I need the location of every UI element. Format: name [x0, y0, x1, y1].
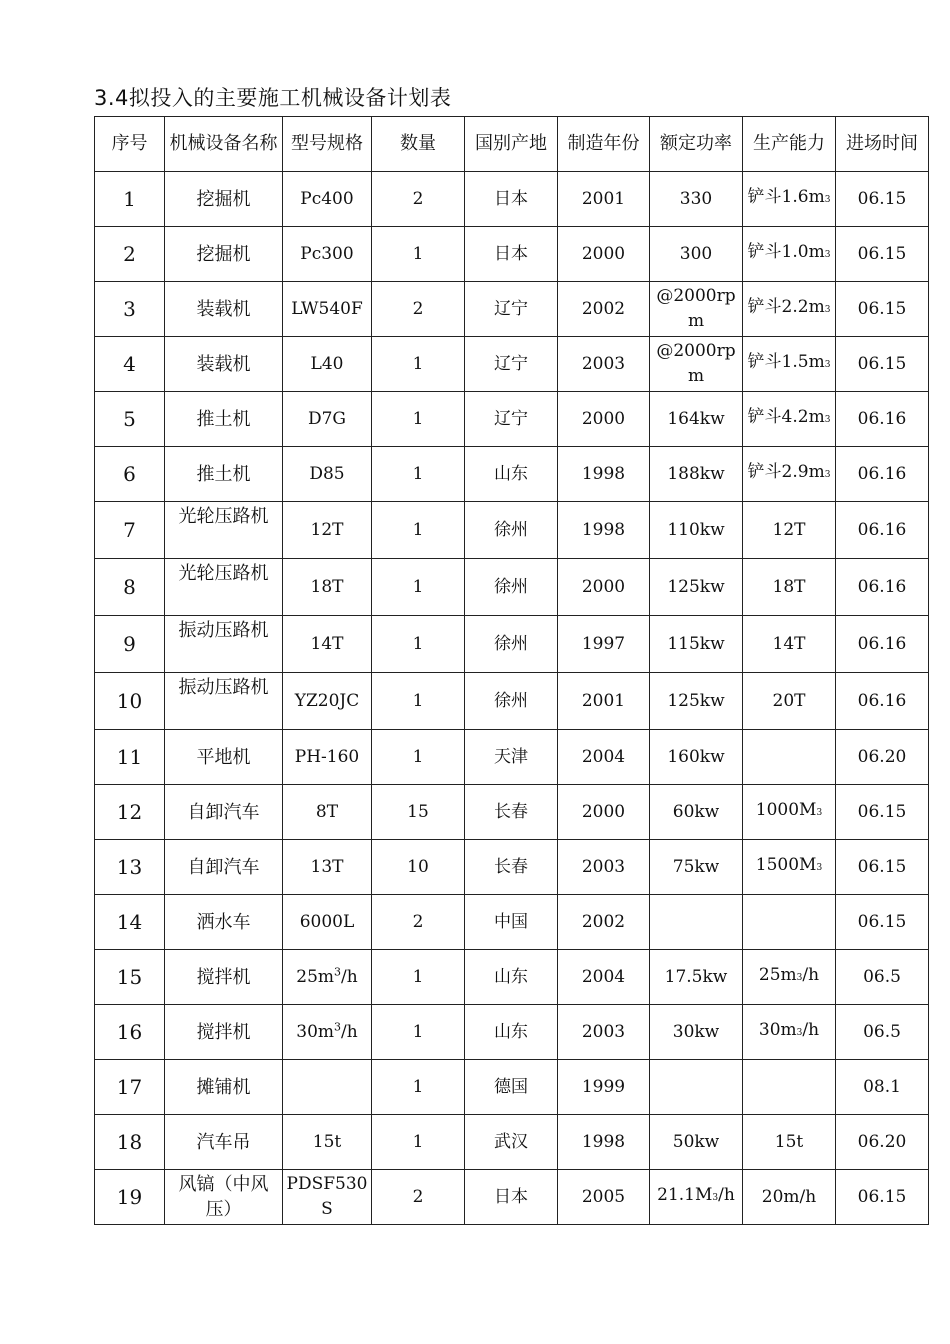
- entry-date-cell: 06.5: [836, 1005, 929, 1060]
- year-cell: 2003: [558, 337, 650, 392]
- header-cell: 制造年份: [558, 117, 650, 172]
- table-row: [95, 1115, 929, 1170]
- entry-date-cell: 06.16: [836, 673, 929, 730]
- year-cell: 2000: [558, 785, 650, 840]
- power-cell: 21.1M3/h: [650, 1170, 743, 1225]
- model-cell: 12T: [283, 502, 372, 559]
- power-cell: 60kw: [650, 785, 743, 840]
- model-cell: 14T: [283, 616, 372, 673]
- table-row: [95, 673, 929, 730]
- table-row: [95, 1005, 929, 1060]
- capacity-cell: 30m3/h: [743, 1005, 836, 1060]
- model-cell: $25m^3/h$: [283, 950, 372, 1005]
- year-cell: 2002: [558, 895, 650, 950]
- entry-date-cell: 06.15: [836, 895, 929, 950]
- equipment-name-cell: 推土机: [165, 447, 283, 502]
- capacity-cell: 20m/h: [743, 1170, 836, 1225]
- model-cell: 18T: [283, 559, 372, 616]
- model-cell: D7G: [283, 392, 372, 447]
- model-cell: [283, 1060, 372, 1115]
- year-cell: 1998: [558, 1115, 650, 1170]
- entry-date-cell: 06.5: [836, 950, 929, 1005]
- row-number-cell: 18: [95, 1115, 165, 1170]
- quantity-cell: 1: [372, 337, 465, 392]
- power-cell: [650, 1060, 743, 1115]
- capacity-cell: [743, 730, 836, 785]
- year-cell: 2002: [558, 282, 650, 337]
- equipment-name-cell: 挖掘机: [165, 227, 283, 282]
- table-row: [95, 282, 929, 337]
- capacity-cell: 1500M3: [743, 840, 836, 895]
- quantity-cell: 1: [372, 559, 465, 616]
- quantity-cell: 1: [372, 950, 465, 1005]
- table-row: [95, 1060, 929, 1115]
- equipment-name-cell: 自卸汽车: [165, 840, 283, 895]
- capacity-cell: 25m3/h: [743, 950, 836, 1005]
- equipment-name-cell: 装载机: [165, 337, 283, 392]
- table-row: [95, 392, 929, 447]
- entry-date-cell: 06.16: [836, 616, 929, 673]
- capacity-cell: 1000M3: [743, 785, 836, 840]
- power-cell: 164kw: [650, 392, 743, 447]
- year-cell: 2004: [558, 730, 650, 785]
- table-row: [95, 616, 929, 673]
- row-number-cell: 19: [95, 1170, 165, 1225]
- entry-date-cell: 06.16: [836, 502, 929, 559]
- table-row: [95, 895, 929, 950]
- power-cell: @2000rpm: [650, 282, 743, 337]
- origin-cell: 徐州: [465, 616, 558, 673]
- equipment-name-cell: 挖掘机: [165, 172, 283, 227]
- capacity-cell: 20T: [743, 673, 836, 730]
- model-cell: LW540F: [283, 282, 372, 337]
- equipment-name-cell: 汽车吊: [165, 1115, 283, 1170]
- origin-cell: 天津: [465, 730, 558, 785]
- capacity-cell: 15t: [743, 1115, 836, 1170]
- year-cell: 2003: [558, 1005, 650, 1060]
- row-number-cell: 2: [95, 227, 165, 282]
- row-number-cell: 16: [95, 1005, 165, 1060]
- model-cell: 6000L: [283, 895, 372, 950]
- origin-cell: 长春: [465, 785, 558, 840]
- quantity-cell: 2: [372, 282, 465, 337]
- origin-cell: 徐州: [465, 673, 558, 730]
- year-cell: 2001: [558, 673, 650, 730]
- table-row: [95, 447, 929, 502]
- capacity-cell: 铲斗2.2m3: [743, 282, 836, 337]
- table-row: [95, 172, 929, 227]
- table-row: [95, 785, 929, 840]
- power-cell: 115kw: [650, 616, 743, 673]
- year-cell: 1999: [558, 1060, 650, 1115]
- model-cell: $30m^3/h$: [283, 1005, 372, 1060]
- year-cell: 2000: [558, 227, 650, 282]
- entry-date-cell: 06.15: [836, 172, 929, 227]
- quantity-cell: 1: [372, 616, 465, 673]
- equipment-name-cell: 平地机: [165, 730, 283, 785]
- row-number-cell: 8: [95, 559, 165, 616]
- capacity-cell: 铲斗1.6m3: [743, 172, 836, 227]
- row-number-cell: 6: [95, 447, 165, 502]
- quantity-cell: 1: [372, 502, 465, 559]
- header-cell: 国别产地: [465, 117, 558, 172]
- model-cell: D85: [283, 447, 372, 502]
- model-cell: L40: [283, 337, 372, 392]
- equipment-name-cell: 洒水车: [165, 895, 283, 950]
- power-cell: [650, 895, 743, 950]
- quantity-cell: 2: [372, 172, 465, 227]
- origin-cell: 武汉: [465, 1115, 558, 1170]
- equipment-name-cell: 推土机: [165, 392, 283, 447]
- header-cell: 序号: [95, 117, 165, 172]
- origin-cell: 山东: [465, 447, 558, 502]
- table-row: [95, 730, 929, 785]
- origin-cell: 山东: [465, 1005, 558, 1060]
- equipment-name-cell: 振动压路机: [165, 673, 283, 730]
- header-row: [95, 117, 929, 172]
- entry-date-cell: 06.20: [836, 730, 929, 785]
- model-cell: 15t: [283, 1115, 372, 1170]
- header-cell: 生产能力: [743, 117, 836, 172]
- model-cell: PH-160: [283, 730, 372, 785]
- origin-cell: 徐州: [465, 559, 558, 616]
- power-cell: 30kw: [650, 1005, 743, 1060]
- origin-cell: 日本: [465, 1170, 558, 1225]
- entry-date-cell: 06.15: [836, 282, 929, 337]
- power-cell: 300: [650, 227, 743, 282]
- header-cell: 机械设备名称: [165, 117, 283, 172]
- quantity-cell: 1: [372, 447, 465, 502]
- equipment-table: [94, 116, 929, 1225]
- entry-date-cell: 06.16: [836, 392, 929, 447]
- origin-cell: 日本: [465, 172, 558, 227]
- model-cell: PDSF530S: [283, 1170, 372, 1225]
- origin-cell: 长春: [465, 840, 558, 895]
- origin-cell: 徐州: [465, 502, 558, 559]
- power-cell: 50kw: [650, 1115, 743, 1170]
- header-cell: 型号规格: [283, 117, 372, 172]
- power-cell: 17.5kw: [650, 950, 743, 1005]
- row-number-cell: 9: [95, 616, 165, 673]
- year-cell: 1998: [558, 447, 650, 502]
- model-cell: Pc300: [283, 227, 372, 282]
- entry-date-cell: 06.16: [836, 559, 929, 616]
- header-cell: 进场时间: [836, 117, 929, 172]
- table-row: [95, 950, 929, 1005]
- capacity-cell: 铲斗4.2m3: [743, 392, 836, 447]
- entry-date-cell: 06.15: [836, 227, 929, 282]
- entry-date-cell: 06.15: [836, 840, 929, 895]
- origin-cell: 山东: [465, 950, 558, 1005]
- equipment-name-cell: 搅拌机: [165, 950, 283, 1005]
- quantity-cell: 1: [372, 392, 465, 447]
- equipment-name-cell: 自卸汽车: [165, 785, 283, 840]
- power-cell: 125kw: [650, 559, 743, 616]
- origin-cell: 德国: [465, 1060, 558, 1115]
- power-cell: 160kw: [650, 730, 743, 785]
- quantity-cell: 1: [372, 673, 465, 730]
- origin-cell: 日本: [465, 227, 558, 282]
- power-cell: 125kw: [650, 673, 743, 730]
- year-cell: 1997: [558, 616, 650, 673]
- row-number-cell: 4: [95, 337, 165, 392]
- capacity-cell: 18T: [743, 559, 836, 616]
- origin-cell: 中国: [465, 895, 558, 950]
- origin-cell: 辽宁: [465, 282, 558, 337]
- row-number-cell: 7: [95, 502, 165, 559]
- entry-date-cell: 06.20: [836, 1115, 929, 1170]
- quantity-cell: 1: [372, 1115, 465, 1170]
- model-cell: 8T: [283, 785, 372, 840]
- table-row: [95, 840, 929, 895]
- year-cell: 2004: [558, 950, 650, 1005]
- row-number-cell: 12: [95, 785, 165, 840]
- quantity-cell: 10: [372, 840, 465, 895]
- table-row: [95, 337, 929, 392]
- table-row: [95, 1170, 929, 1225]
- power-cell: 110kw: [650, 502, 743, 559]
- equipment-name-cell: 风镐（中风压）: [165, 1170, 283, 1225]
- model-cell: Pc400: [283, 172, 372, 227]
- equipment-name-cell: 光轮压路机: [165, 502, 283, 559]
- entry-date-cell: 06.15: [836, 337, 929, 392]
- capacity-cell: [743, 1060, 836, 1115]
- row-number-cell: 14: [95, 895, 165, 950]
- table-row: [95, 227, 929, 282]
- year-cell: 2001: [558, 172, 650, 227]
- entry-date-cell: 08.1: [836, 1060, 929, 1115]
- capacity-cell: 铲斗2.9m3: [743, 447, 836, 502]
- year-cell: 2000: [558, 392, 650, 447]
- equipment-name-cell: 装载机: [165, 282, 283, 337]
- row-number-cell: 17: [95, 1060, 165, 1115]
- capacity-cell: 铲斗1.5m3: [743, 337, 836, 392]
- capacity-cell: 14T: [743, 616, 836, 673]
- year-cell: 2000: [558, 559, 650, 616]
- entry-date-cell: 06.16: [836, 447, 929, 502]
- row-number-cell: 5: [95, 392, 165, 447]
- header-cell: 数量: [372, 117, 465, 172]
- row-number-cell: 13: [95, 840, 165, 895]
- table-row: [95, 502, 929, 559]
- power-cell: 330: [650, 172, 743, 227]
- year-cell: 1998: [558, 502, 650, 559]
- row-number-cell: 10: [95, 673, 165, 730]
- quantity-cell: 2: [372, 1170, 465, 1225]
- quantity-cell: 1: [372, 1060, 465, 1115]
- capacity-cell: 12T: [743, 502, 836, 559]
- quantity-cell: 1: [372, 730, 465, 785]
- header-cell: 额定功率: [650, 117, 743, 172]
- year-cell: 2005: [558, 1170, 650, 1225]
- row-number-cell: 11: [95, 730, 165, 785]
- power-cell: 75kw: [650, 840, 743, 895]
- equipment-name-cell: 振动压路机: [165, 616, 283, 673]
- page-title: 3.4拟投入的主要施工机械设备计划表: [94, 86, 452, 110]
- row-number-cell: 3: [95, 282, 165, 337]
- power-cell: @2000rpm: [650, 337, 743, 392]
- equipment-name-cell: 光轮压路机: [165, 559, 283, 616]
- quantity-cell: 15: [372, 785, 465, 840]
- model-cell: YZ20JC: [283, 673, 372, 730]
- origin-cell: 辽宁: [465, 392, 558, 447]
- entry-date-cell: 06.15: [836, 1170, 929, 1225]
- power-cell: 188kw: [650, 447, 743, 502]
- equipment-name-cell: 摊铺机: [165, 1060, 283, 1115]
- origin-cell: 辽宁: [465, 337, 558, 392]
- row-number-cell: 15: [95, 950, 165, 1005]
- quantity-cell: 2: [372, 895, 465, 950]
- quantity-cell: 1: [372, 227, 465, 282]
- row-number-cell: 1: [95, 172, 165, 227]
- equipment-name-cell: 搅拌机: [165, 1005, 283, 1060]
- quantity-cell: 1: [372, 1005, 465, 1060]
- entry-date-cell: 06.15: [836, 785, 929, 840]
- table-row: [95, 559, 929, 616]
- capacity-cell: [743, 895, 836, 950]
- model-cell: 13T: [283, 840, 372, 895]
- year-cell: 2003: [558, 840, 650, 895]
- capacity-cell: 铲斗1.0m3: [743, 227, 836, 282]
